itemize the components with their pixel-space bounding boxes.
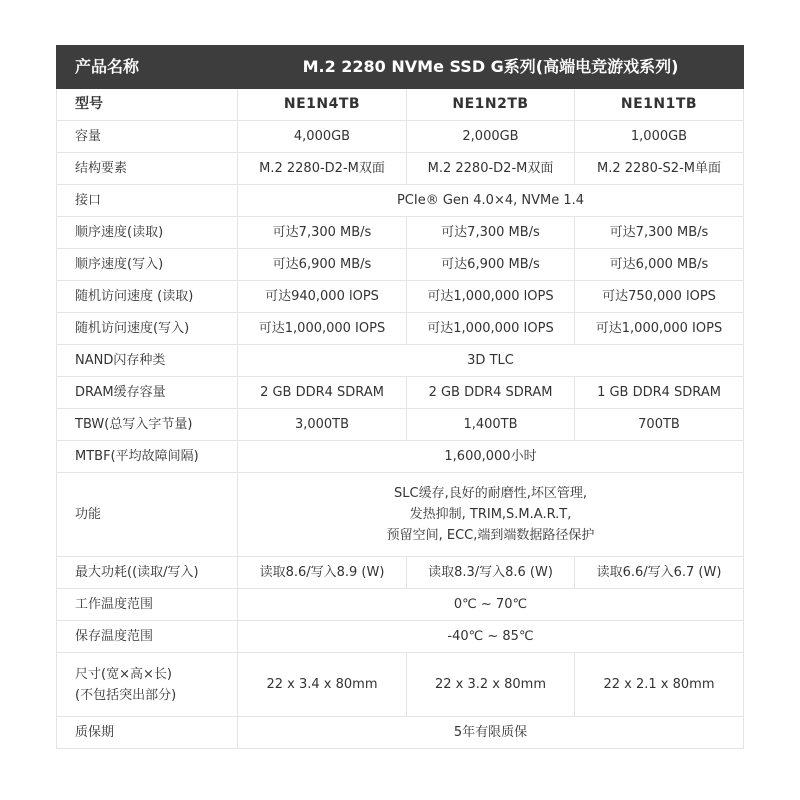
cell-value: 1,400TB: [407, 409, 575, 441]
row-label: 最大功耗((读取/写入): [57, 557, 238, 589]
cell-merged-value: -40℃ ~ 85℃: [238, 621, 744, 653]
cell-merged-value: 1,600,000小时: [238, 441, 744, 473]
cell-value: 2 GB DDR4 SDRAM: [238, 377, 407, 409]
row-label: DRAM缓存容量: [57, 377, 238, 409]
row-label: 型号: [57, 89, 238, 121]
model-4tb: NE1N4TB: [238, 89, 407, 121]
row-label: 接口: [57, 185, 238, 217]
row-label-line: (不包括突出部分): [75, 687, 177, 703]
cell-value: M.2 2280-D2-M双面: [238, 153, 407, 185]
feature-line: SLC缓存,良好的耐磨性,坏区管理,: [394, 486, 587, 501]
row-interface: [57, 185, 744, 217]
cell-value: 可达1,000,000 IOPS: [575, 313, 744, 345]
row-capacity: [57, 121, 744, 153]
cell-value: M.2 2280-S2-M单面: [575, 153, 744, 185]
product-series-title: M.2 2280 NVMe SSD G系列(高端电竞游戏系列): [238, 46, 744, 89]
row-tbw: [57, 409, 744, 441]
row-label-line: 尺寸(宽×高×长): [75, 666, 172, 682]
table-header-row: [57, 46, 744, 89]
row-nand-type: [57, 345, 744, 377]
row-label: TBW(总写入字节量): [57, 409, 238, 441]
row-label: MTBF(平均故障间隔): [57, 441, 238, 473]
model-1tb: NE1N1TB: [575, 89, 744, 121]
cell-value: 可达750,000 lOPS: [575, 281, 744, 313]
row-storage-temp: [57, 621, 744, 653]
row-features: [57, 473, 744, 557]
cell-value: 22 x 2.1 x 80mm: [575, 653, 744, 717]
cell-merged-value: 5年有限质保: [238, 717, 744, 749]
row-random-write: [57, 313, 744, 345]
model-2tb: NE1N2TB: [407, 89, 575, 121]
spec-table: [56, 45, 744, 749]
row-label: 结构要素: [57, 153, 238, 185]
cell-value: 可达7,300 MB/s: [407, 217, 575, 249]
row-label: 工作温度范围: [57, 589, 238, 621]
cell-value: 3,000TB: [238, 409, 407, 441]
cell-value: 读取6.6/写入6.7 (W): [575, 557, 744, 589]
row-operating-temp: [57, 589, 744, 621]
row-dram-cache: [57, 377, 744, 409]
cell-value: 1,000GB: [575, 121, 744, 153]
cell-value: 读取8.3/写入8.6 (W): [407, 557, 575, 589]
cell-value: 4,000GB: [238, 121, 407, 153]
cell-value: 可达1,000,000 IOPS: [238, 313, 407, 345]
row-label: 功能: [57, 473, 238, 557]
header-label: 产品名称: [57, 46, 238, 89]
row-form-factor: [57, 153, 744, 185]
cell-value: 可达1,000,000 IOPS: [407, 313, 575, 345]
cell-value: 可达7,300 MB/s: [575, 217, 744, 249]
cell-value: 可达6,000 MB/s: [575, 249, 744, 281]
row-random-read: [57, 281, 744, 313]
row-label: 顺序速度(读取): [57, 217, 238, 249]
row-label: 容量: [57, 121, 238, 153]
row-dimensions: [57, 653, 744, 717]
row-label: 随机访问速度(写入): [57, 313, 238, 345]
row-label: NAND闪存种类: [57, 345, 238, 377]
cell-merged-value: 3D TLC: [238, 345, 744, 377]
cell-value: 22 x 3.2 x 80mm: [407, 653, 575, 717]
cell-value: 22 x 3.4 x 80mm: [238, 653, 407, 717]
row-label: 随机访问速度 (读取): [57, 281, 238, 313]
row-seq-read: [57, 217, 744, 249]
feature-line: 发热抑制, TRIM,S.M.A.R.T,: [409, 507, 572, 522]
row-label: [57, 653, 238, 717]
row-label: 质保期: [57, 717, 238, 749]
cell-value: 可达1,000,000 lOPS: [407, 281, 575, 313]
row-max-power: [57, 557, 744, 589]
cell-value: 2 GB DDR4 SDRAM: [407, 377, 575, 409]
cell-value: 可达940,000 lOPS: [238, 281, 407, 313]
cell-features: [238, 473, 744, 557]
cell-value: 读取8.6/写入8.9 (W): [238, 557, 407, 589]
feature-line: 预留空间, ECC,端到端数据路径保护: [386, 528, 595, 543]
row-seq-write: [57, 249, 744, 281]
row-label: 顺序速度(写入): [57, 249, 238, 281]
row-label: 保存温度范围: [57, 621, 238, 653]
cell-value: 1 GB DDR4 SDRAM: [575, 377, 744, 409]
cell-value: 可达6,900 MB/s: [238, 249, 407, 281]
row-model: [57, 89, 744, 121]
cell-value: 可达7,300 MB/s: [238, 217, 407, 249]
row-mtbf: [57, 441, 744, 473]
row-warranty: [57, 717, 744, 749]
cell-value: 2,000GB: [407, 121, 575, 153]
cell-merged-value: 0℃ ~ 70℃: [238, 589, 744, 621]
cell-merged-value: PCIe® Gen 4.0×4, NVMe 1.4: [238, 185, 744, 217]
cell-value: M.2 2280-D2-M双面: [407, 153, 575, 185]
cell-value: 可达6,900 MB/s: [407, 249, 575, 281]
cell-value: 700TB: [575, 409, 744, 441]
